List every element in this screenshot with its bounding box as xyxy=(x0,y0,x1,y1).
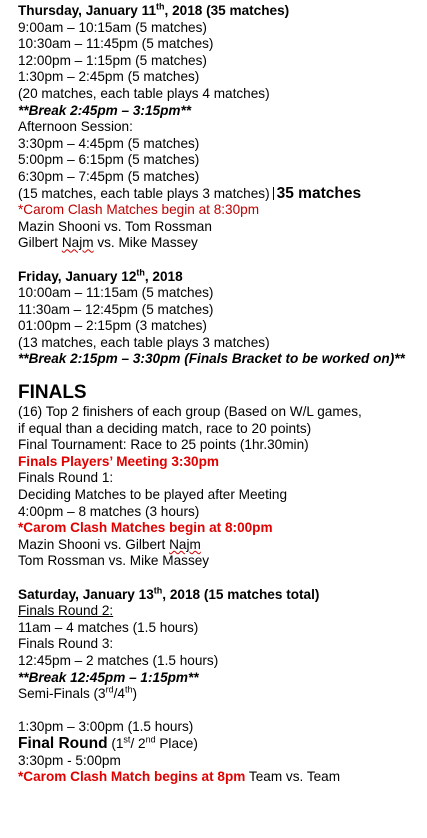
finals-round-1-label: Finals Round 1: xyxy=(18,470,114,486)
saturday-carom-line xyxy=(18,769,423,786)
thursday-slot-2: 10:30am – 11:45pm (5 matches) xyxy=(18,36,214,52)
thursday-afternoon-summary xyxy=(18,186,423,203)
spellcheck-word: Najm xyxy=(61,235,94,251)
final-sup-2: nd xyxy=(145,734,156,745)
saturday-break: **Break 12:45pm – 1:15pm** xyxy=(18,669,199,685)
finals-round-2-label: Finals Round 2: xyxy=(18,603,114,619)
semi-sup-1: rd xyxy=(105,684,114,695)
thursday-carom-match-1: Mazin Shooni vs. Tom Rossman xyxy=(18,218,212,234)
deciding-matches-note: Deciding Matches to be played after Meeting xyxy=(18,487,288,503)
friday-heading xyxy=(18,266,423,286)
schedule-document xyxy=(18,3,423,786)
finals-round-1-time: 4:00pm – 8 matches (3 hours) xyxy=(18,503,200,519)
match-player: Gilbert xyxy=(18,235,62,251)
friday-summary: (13 matches, each table plays 3 matches) xyxy=(18,334,270,350)
text-cursor xyxy=(273,187,274,200)
friday-break: **Break 2:15pm – 3:30pm (Finals Bracket to be worked on)** xyxy=(18,351,405,367)
friday-slot-2: 11:30am – 12:45pm (5 matches) xyxy=(18,301,214,317)
finals-carom-match-1 xyxy=(18,537,423,554)
saturday-heading-text: Saturday, January 13 xyxy=(18,586,154,602)
friday-heading-rest: , 2018 xyxy=(144,268,183,284)
thursday-heading-rest: , 2018 (35 matches) xyxy=(164,3,290,18)
final-round-paren: (1 xyxy=(107,735,124,751)
final-round-text: Final Round xyxy=(18,734,108,752)
thursday-afternoon-slot-3: 6:30pm – 7:45pm (5 matches) xyxy=(18,168,200,184)
thursday-afternoon-slot-1: 3:30pm – 4:45pm (5 matches) xyxy=(18,135,200,151)
finals-round-2-time: 11am – 4 matches (1.5 hours) xyxy=(18,619,199,635)
spacer xyxy=(18,703,423,720)
spacer xyxy=(18,570,423,587)
final-round-time: 3:30pm - 5:00pm xyxy=(18,752,121,768)
friday-slot-1: 10:00am – 11:15am (5 matches) xyxy=(18,285,214,301)
finals-title: FINALS xyxy=(18,382,87,404)
final-round-paren-end: Place) xyxy=(155,735,198,751)
spacer xyxy=(18,252,423,269)
thursday-carom-notice: *Carom Clash Matches begin at 8:30pm xyxy=(18,202,260,218)
thursday-heading xyxy=(18,3,423,20)
match-opponent: vs. Mike Massey xyxy=(93,235,198,251)
semi-sup-2: th xyxy=(124,684,133,695)
thursday-slot-4: 1:30pm – 2:45pm (5 matches) xyxy=(18,69,200,85)
spellcheck-word: Najm xyxy=(169,536,201,552)
thursday-total: 35 matches xyxy=(276,184,362,202)
thursday-heading-sup: th xyxy=(156,1,165,12)
finals-description-2: if equal than a deciding match, race to 20 points) xyxy=(18,420,312,436)
finals-round-3-time: 12:45pm – 2 matches (1.5 hours) xyxy=(18,652,219,668)
finals-description-1: (16) Top 2 finishers of each group (Based on W/L games, xyxy=(18,404,362,420)
finals-carom-match-2: Tom Rossman vs. Mike Massey xyxy=(18,553,210,569)
semi-finals-time: 1:30pm – 3:00pm (1.5 hours) xyxy=(18,719,194,735)
finals-carom-notice: *Carom Clash Matches begin at 8:00pm xyxy=(18,520,273,536)
semi-text: Semi-Finals (3 xyxy=(18,686,106,702)
thursday-break: **Break 2:45pm – 3:15pm** xyxy=(18,102,192,118)
thursday-heading-text: Thursday, January 11 xyxy=(18,3,157,18)
afternoon-session-label: Afternoon Session: xyxy=(18,119,133,135)
thursday-slot-3: 12:00pm – 1:15pm (5 matches) xyxy=(18,52,207,68)
saturday-heading-sup: th xyxy=(153,585,163,596)
saturday-heading xyxy=(18,587,423,604)
saturday-heading-rest: , 2018 (15 matches total) xyxy=(162,586,320,602)
finals-round-3-label: Finals Round 3: xyxy=(18,636,114,652)
thursday-afternoon-slot-2: 5:00pm – 6:15pm (5 matches) xyxy=(18,152,200,168)
friday-slot-3: 01:00pm – 2:15pm (3 matches) xyxy=(18,318,207,334)
friday-heading-text: Friday, January 12 xyxy=(18,268,137,284)
spacer xyxy=(18,368,423,380)
team-vs-team: Team vs. Team xyxy=(245,769,341,785)
final-sup-1: st xyxy=(123,734,131,745)
final-tournament-rule: Final Tournament: Race to 25 points (1hr.30min) xyxy=(18,437,309,453)
saturday-carom-notice: *Carom Clash Match begins at 8pm xyxy=(18,769,246,785)
finals-meeting: Finals Players’ Meeting 3:30pm xyxy=(18,453,219,469)
semi-text-end: ) xyxy=(132,686,138,702)
semi-finals-label xyxy=(18,686,423,703)
thursday-carom-match-2 xyxy=(18,235,423,252)
match-players: Mazin Shooni vs. Gilbert xyxy=(18,536,170,552)
thursday-summary-text: (15 matches, each table plays 3 matches) xyxy=(18,185,270,201)
thursday-morning-summary: (20 matches, each table plays 4 matches) xyxy=(18,85,270,101)
thursday-slot-1: 9:00am – 10:15am (5 matches) xyxy=(18,19,207,35)
final-round-mid: / 2 xyxy=(130,735,146,751)
final-round-label xyxy=(18,736,423,753)
friday-heading-sup: th xyxy=(136,266,145,277)
semi-text-mid: /4 xyxy=(113,686,125,702)
